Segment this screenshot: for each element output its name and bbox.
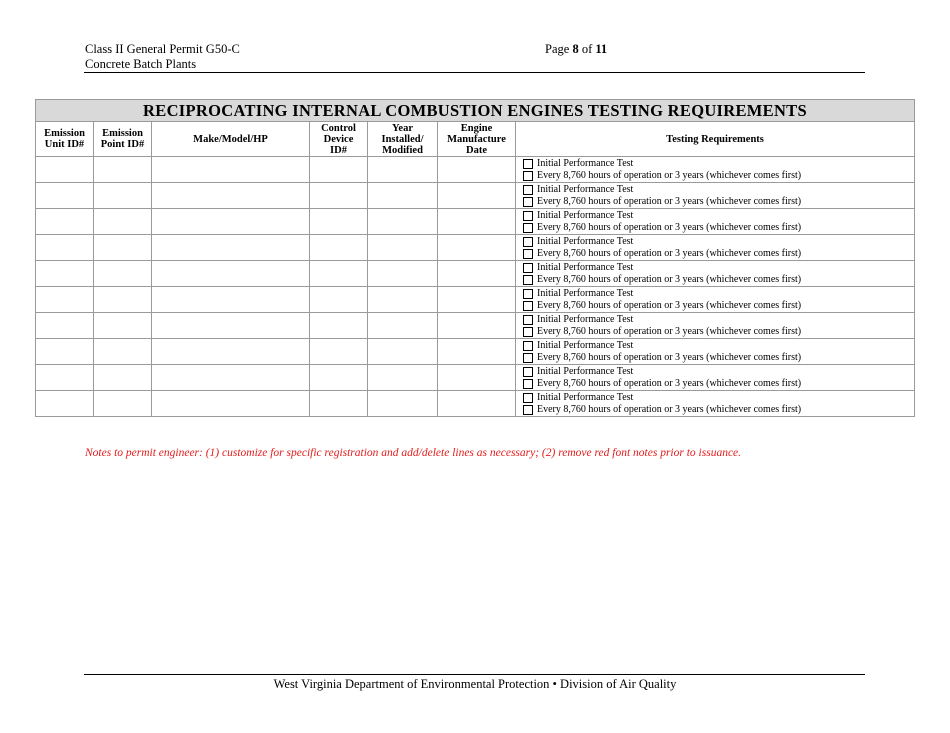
test-option-label: Every 8,760 hours of operation or 3 years (whichever comes first) (537, 273, 802, 285)
test-option (523, 196, 914, 208)
column-header-line: Year (392, 122, 413, 134)
column-header-line: Emission (102, 128, 143, 139)
blank-entry-cell[interactable] (438, 365, 516, 391)
testing-requirements-cell (516, 287, 915, 313)
test-option (523, 184, 914, 196)
blank-entry-cell[interactable] (438, 391, 516, 417)
blank-entry-cell[interactable] (152, 183, 310, 209)
checkbox[interactable] (523, 315, 533, 325)
test-option-label: Initial Performance Test (537, 157, 634, 169)
blank-entry-cell[interactable] (310, 235, 368, 261)
testing-requirements-table (35, 99, 915, 417)
checkbox[interactable] (523, 353, 533, 363)
checkbox[interactable] (523, 211, 533, 221)
blank-entry-cell[interactable] (310, 209, 368, 235)
page-of: of (578, 42, 596, 56)
test-option-label: Every 8,760 hours of operation or 3 years (whichever comes first) (537, 195, 802, 207)
table-body (36, 157, 915, 417)
table-row (36, 365, 915, 391)
column-header (438, 122, 516, 157)
blank-entry-cell[interactable] (310, 391, 368, 417)
blank-entry-cell[interactable] (36, 235, 94, 261)
test-option (523, 262, 914, 274)
column-header (310, 122, 368, 157)
checkbox[interactable] (523, 327, 533, 337)
blank-entry-cell[interactable] (152, 235, 310, 261)
blank-entry-cell[interactable] (94, 261, 152, 287)
blank-entry-cell[interactable] (438, 157, 516, 183)
test-option (523, 274, 914, 286)
blank-entry-cell[interactable] (368, 235, 438, 261)
blank-entry-cell[interactable] (310, 287, 368, 313)
test-option (523, 170, 914, 182)
test-option-label: Initial Performance Test (537, 339, 634, 351)
test-option-label: Initial Performance Test (537, 209, 634, 221)
blank-entry-cell[interactable] (94, 365, 152, 391)
table-row (36, 287, 915, 313)
blank-entry-cell[interactable] (36, 287, 94, 313)
checkbox[interactable] (523, 275, 533, 285)
blank-entry-cell[interactable] (368, 391, 438, 417)
table-row (36, 235, 915, 261)
checkbox[interactable] (523, 405, 533, 415)
blank-entry-cell[interactable] (36, 339, 94, 365)
blank-entry-cell[interactable] (368, 365, 438, 391)
blank-entry-cell[interactable] (438, 313, 516, 339)
blank-entry-cell[interactable] (94, 391, 152, 417)
blank-entry-cell[interactable] (36, 261, 94, 287)
blank-entry-cell[interactable] (310, 157, 368, 183)
test-option (523, 326, 914, 338)
blank-entry-cell[interactable] (438, 339, 516, 365)
column-header-line: Modified (382, 144, 423, 156)
blank-entry-cell[interactable] (368, 339, 438, 365)
column-header (94, 122, 152, 157)
blank-entry-cell[interactable] (438, 261, 516, 287)
table-row (36, 157, 915, 183)
blank-entry-cell[interactable] (36, 313, 94, 339)
blank-entry-cell[interactable] (310, 339, 368, 365)
blank-entry-cell[interactable] (152, 339, 310, 365)
test-option-label: Every 8,760 hours of operation or 3 years (whichever comes first) (537, 299, 802, 311)
blank-entry-cell[interactable] (94, 235, 152, 261)
test-option (523, 378, 914, 390)
blank-entry-cell[interactable] (310, 183, 368, 209)
blank-entry-cell[interactable] (438, 287, 516, 313)
column-header-line: Manufacture (447, 133, 506, 145)
testing-requirements-cell (516, 339, 915, 365)
table-row (36, 209, 915, 235)
checkbox[interactable] (523, 301, 533, 311)
blank-entry-cell[interactable] (368, 261, 438, 287)
blank-entry-cell[interactable] (368, 313, 438, 339)
table-title: RECIPROCATING INTERNAL COMBUSTION ENGINES TESTING REQUIREMENTS (36, 100, 915, 122)
test-option-label: Every 8,760 hours of operation or 3 years (whichever comes first) (537, 221, 802, 233)
column-header-line: Unit ID# (44, 139, 85, 150)
test-option (523, 340, 914, 352)
test-option-label: Every 8,760 hours of operation or 3 years (whichever comes first) (537, 351, 802, 363)
blank-entry-cell[interactable] (438, 183, 516, 209)
test-option (523, 248, 914, 260)
table-row (36, 339, 915, 365)
column-header (368, 122, 438, 157)
permit-title: Class II General Permit G50-C (85, 42, 240, 56)
column-header-line: Installed/ (381, 133, 424, 145)
testing-requirements-cell (516, 365, 915, 391)
testing-requirements-cell (516, 313, 915, 339)
test-option-label: Initial Performance Test (537, 287, 634, 299)
blank-entry-cell[interactable] (36, 209, 94, 235)
blank-entry-cell[interactable] (368, 157, 438, 183)
checkbox[interactable] (523, 289, 533, 299)
blank-entry-cell[interactable] (310, 365, 368, 391)
checkbox[interactable] (523, 367, 533, 377)
column-header-row (36, 122, 915, 157)
test-option (523, 300, 914, 312)
column-header-line: Make/Model/HP (193, 133, 268, 145)
blank-entry-cell[interactable] (438, 209, 516, 235)
blank-entry-cell[interactable] (368, 183, 438, 209)
testing-requirements-cell (516, 183, 915, 209)
checkbox[interactable] (523, 185, 533, 195)
blank-entry-cell[interactable] (36, 391, 94, 417)
page-current: 8 (572, 42, 579, 56)
blank-entry-cell[interactable] (36, 365, 94, 391)
test-option-label: Every 8,760 hours of operation or 3 years (whichever comes first) (537, 247, 802, 259)
checkbox[interactable] (523, 341, 533, 351)
blank-entry-cell[interactable] (94, 183, 152, 209)
checkbox[interactable] (523, 171, 533, 181)
checkbox[interactable] (523, 223, 533, 233)
column-header-line: Date (466, 144, 487, 156)
column-header-line: Point ID# (100, 139, 145, 150)
checkbox[interactable] (523, 197, 533, 207)
column-header (516, 122, 915, 157)
document-footer: West Virginia Department of Environmental Protection • Division of Air Quality (273, 677, 677, 691)
blank-entry-cell[interactable] (94, 313, 152, 339)
testing-requirements-cell (516, 157, 915, 183)
blank-entry-cell[interactable] (368, 287, 438, 313)
checkbox[interactable] (523, 249, 533, 259)
test-option-label: Initial Performance Test (537, 365, 634, 377)
test-option-label: Initial Performance Test (537, 261, 634, 273)
test-option-label: Initial Performance Test (537, 313, 634, 325)
testing-requirements-cell (516, 235, 915, 261)
blank-entry-cell[interactable] (94, 209, 152, 235)
footer-divider (84, 674, 865, 675)
blank-entry-cell[interactable] (152, 209, 310, 235)
blank-entry-cell[interactable] (94, 157, 152, 183)
test-option (523, 210, 914, 222)
permit-subtitle: Concrete Batch Plants (85, 57, 197, 71)
test-option (523, 366, 914, 378)
table-row (36, 391, 915, 417)
table-row (36, 183, 915, 209)
checkbox[interactable] (523, 159, 533, 169)
test-option (523, 236, 914, 248)
blank-entry-cell[interactable] (94, 287, 152, 313)
test-option (523, 158, 914, 170)
blank-entry-cell[interactable] (94, 339, 152, 365)
test-option-label: Every 8,760 hours of operation or 3 years (whichever comes first) (537, 403, 802, 415)
table-row (36, 313, 915, 339)
blank-entry-cell[interactable] (310, 261, 368, 287)
permit-engineer-notes: Notes to permit engineer: (1) customize for specific registration and add/delete lines as necessary; (2) remove red font notes prior to issuance. (85, 447, 742, 459)
blank-entry-cell[interactable] (368, 209, 438, 235)
column-header-line: Control (321, 122, 356, 134)
blank-entry-cell[interactable] (36, 183, 94, 209)
page-number (545, 42, 607, 57)
blank-entry-cell[interactable] (152, 157, 310, 183)
testing-requirements-cell (516, 261, 915, 287)
column-header-line: Engine (460, 122, 493, 134)
blank-entry-cell[interactable] (36, 157, 94, 183)
blank-entry-cell[interactable] (310, 313, 368, 339)
page-prefix: Page (545, 42, 573, 56)
blank-entry-cell[interactable] (152, 261, 310, 287)
test-option-label: Initial Performance Test (537, 391, 634, 403)
test-option-label: Initial Performance Test (537, 183, 634, 195)
testing-requirements-cell (516, 391, 915, 417)
test-option (523, 222, 914, 234)
test-option-label: Every 8,760 hours of operation or 3 years (whichever comes first) (537, 169, 802, 181)
blank-entry-cell[interactable] (152, 313, 310, 339)
test-option (523, 352, 914, 364)
test-option (523, 404, 914, 416)
test-option (523, 288, 914, 300)
checkbox[interactable] (523, 379, 533, 389)
column-header (36, 122, 94, 157)
test-option-label: Every 8,760 hours of operation or 3 years (whichever comes first) (537, 377, 802, 389)
blank-entry-cell[interactable] (152, 365, 310, 391)
page-total: 11 (595, 42, 608, 56)
test-option (523, 314, 914, 326)
document-header (85, 42, 240, 72)
testing-requirements-cell (516, 209, 915, 235)
column-header-line: Device (323, 133, 354, 145)
checkbox[interactable] (523, 263, 533, 273)
header-divider (84, 72, 865, 73)
test-option-label: Initial Performance Test (537, 235, 634, 247)
table-row (36, 261, 915, 287)
checkbox[interactable] (523, 237, 533, 247)
blank-entry-cell[interactable] (152, 287, 310, 313)
column-header-line: Testing Requirements (666, 133, 764, 145)
checkbox[interactable] (523, 393, 533, 403)
column-header (152, 122, 310, 157)
column-header-line: ID# (330, 144, 347, 156)
test-option-label: Every 8,760 hours of operation or 3 years (whichever comes first) (537, 325, 802, 337)
blank-entry-cell[interactable] (152, 391, 310, 417)
blank-entry-cell[interactable] (438, 235, 516, 261)
column-header-line: Emission (44, 128, 85, 139)
test-option (523, 392, 914, 404)
